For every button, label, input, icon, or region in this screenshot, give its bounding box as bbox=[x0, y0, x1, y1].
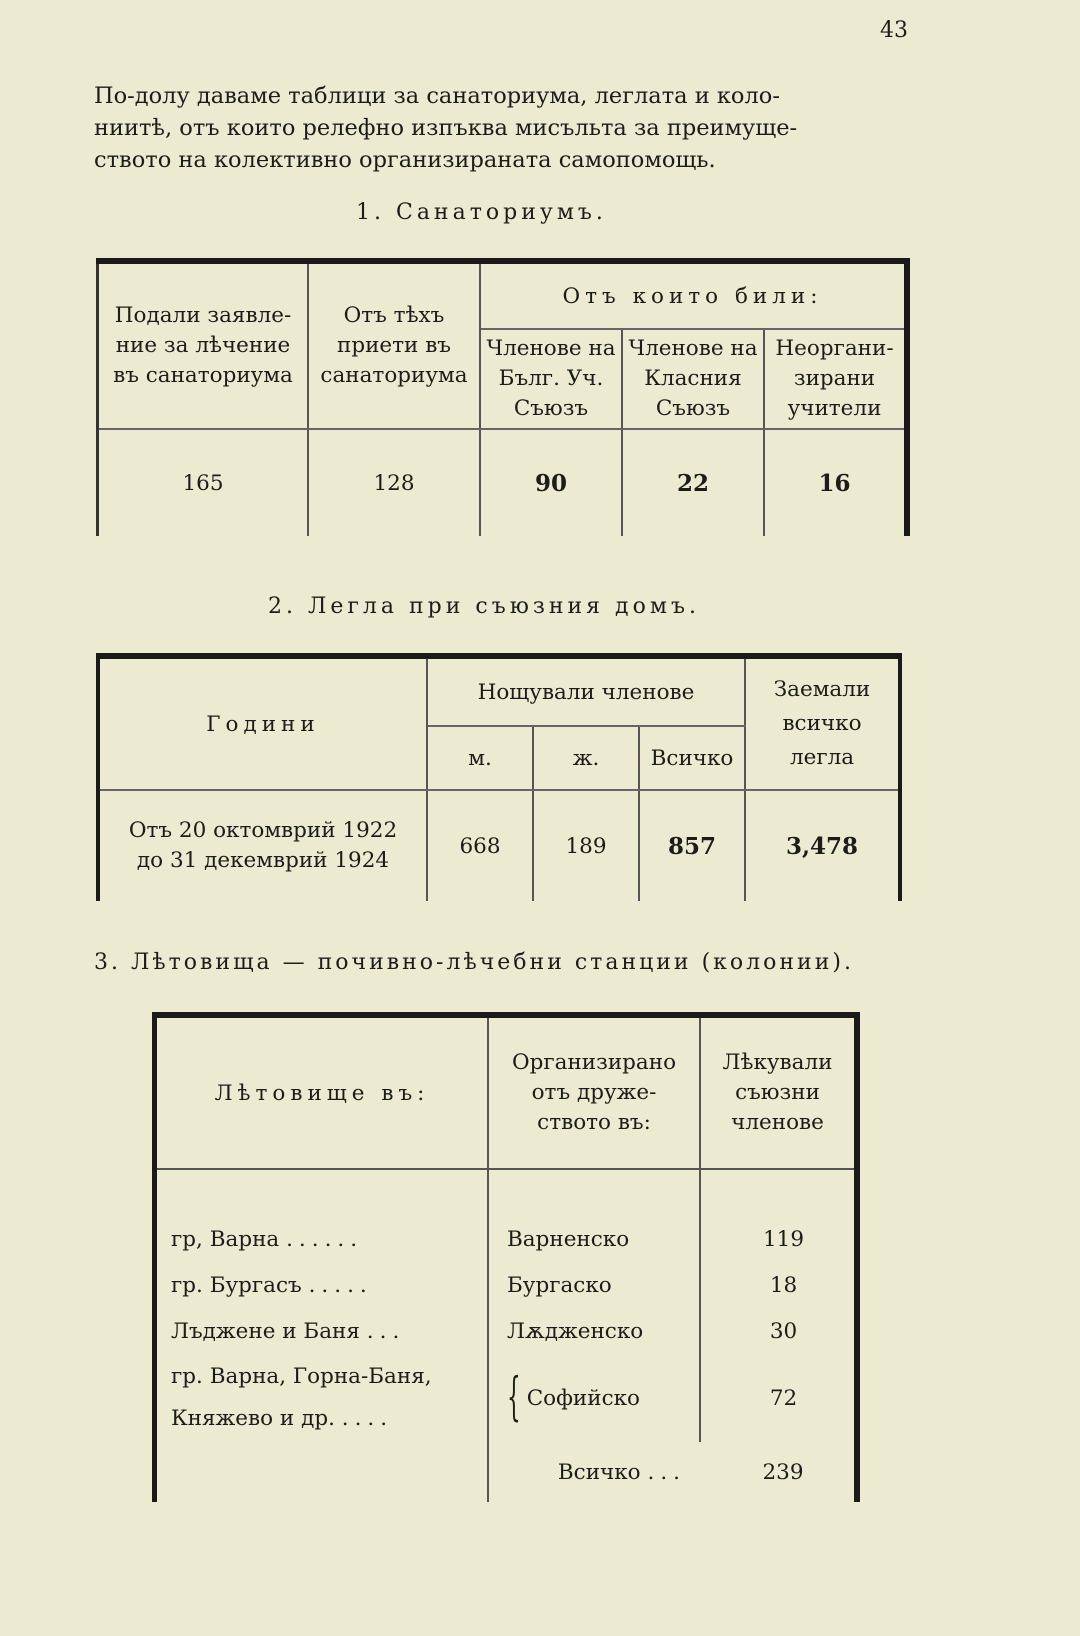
sanatorium-title: 1. Санаториумъ. bbox=[356, 200, 607, 225]
colonies-title: 3. Лѣтовища — почивно-лѣчебни станции (колонии). bbox=[94, 950, 854, 975]
header-total: Всичко bbox=[639, 726, 745, 790]
accepted-value: 128 bbox=[308, 429, 480, 536]
table-row: гр, Варна ...... Варненско 119 bbox=[155, 1216, 858, 1262]
applied-value: 165 bbox=[98, 429, 309, 536]
header-of-whom: Отъ които били: bbox=[480, 261, 907, 329]
beds-table bbox=[96, 653, 902, 901]
header-stayed-members: Нощували членове bbox=[427, 656, 745, 726]
page-number: 43 bbox=[880, 18, 908, 43]
beds-value: 3,478 bbox=[745, 790, 900, 901]
header-organized-by: Организирано отъ друже- ството въ: bbox=[488, 1015, 700, 1169]
total-row: Всичко ... 239 bbox=[155, 1442, 858, 1502]
table-row: гр. Бургасъ ..... Бургаско 18 bbox=[155, 1262, 858, 1308]
header-class-members: Членове на Класния Съюзъ bbox=[622, 329, 764, 429]
colonies-table bbox=[152, 1012, 860, 1502]
header-occupied-beds: Заемали всичко легла bbox=[745, 656, 900, 790]
sanatorium-table bbox=[96, 258, 910, 536]
header-accepted: Отъ тѣхъ приети въ санаториума bbox=[308, 261, 480, 429]
intro-paragraph bbox=[94, 80, 894, 176]
bul-members-value: 90 bbox=[480, 429, 622, 536]
header-years: Години bbox=[98, 656, 427, 790]
table-row: Лъджене и Баня ... Лѫдженско 30 bbox=[155, 1308, 858, 1354]
table-row: гр. Варна, Горна-Баня, Княжево и др. .... { Софийско 72 bbox=[155, 1354, 858, 1442]
total-value: 857 bbox=[639, 790, 745, 901]
unorganized-value: 16 bbox=[764, 429, 907, 536]
male-value: 668 bbox=[427, 790, 533, 901]
intro-line: ството на колективно организираната самопомощь. bbox=[94, 147, 716, 173]
female-value: 189 bbox=[533, 790, 639, 901]
header-resort: Лѣтовище въ: bbox=[155, 1015, 489, 1169]
header-male: м. bbox=[427, 726, 533, 790]
intro-line: ниитѣ, отъ които релефно изпъква мисъльта за преимуще- bbox=[94, 115, 798, 141]
period-cell: Отъ 20 октомврий 1922 до 31 декемврий 1924 bbox=[98, 790, 427, 901]
brace: { bbox=[507, 1368, 521, 1428]
header-applied: Подали заявле- ние за лѣчение въ санаториума bbox=[98, 261, 309, 429]
header-treated-members: Лѣкували съюзни членове bbox=[700, 1015, 857, 1169]
beds-title: 2. Легла при съюзния домъ. bbox=[268, 594, 700, 619]
header-bul-members: Членове на Бълг. Уч. Съюзъ bbox=[480, 329, 622, 429]
header-unorganized: Неоргани- зирани учители bbox=[764, 329, 907, 429]
intro-line: По-долу даваме таблици за санаториума, леглата и коло- bbox=[94, 83, 780, 109]
header-female: ж. bbox=[533, 726, 639, 790]
class-members-value: 22 bbox=[622, 429, 764, 536]
